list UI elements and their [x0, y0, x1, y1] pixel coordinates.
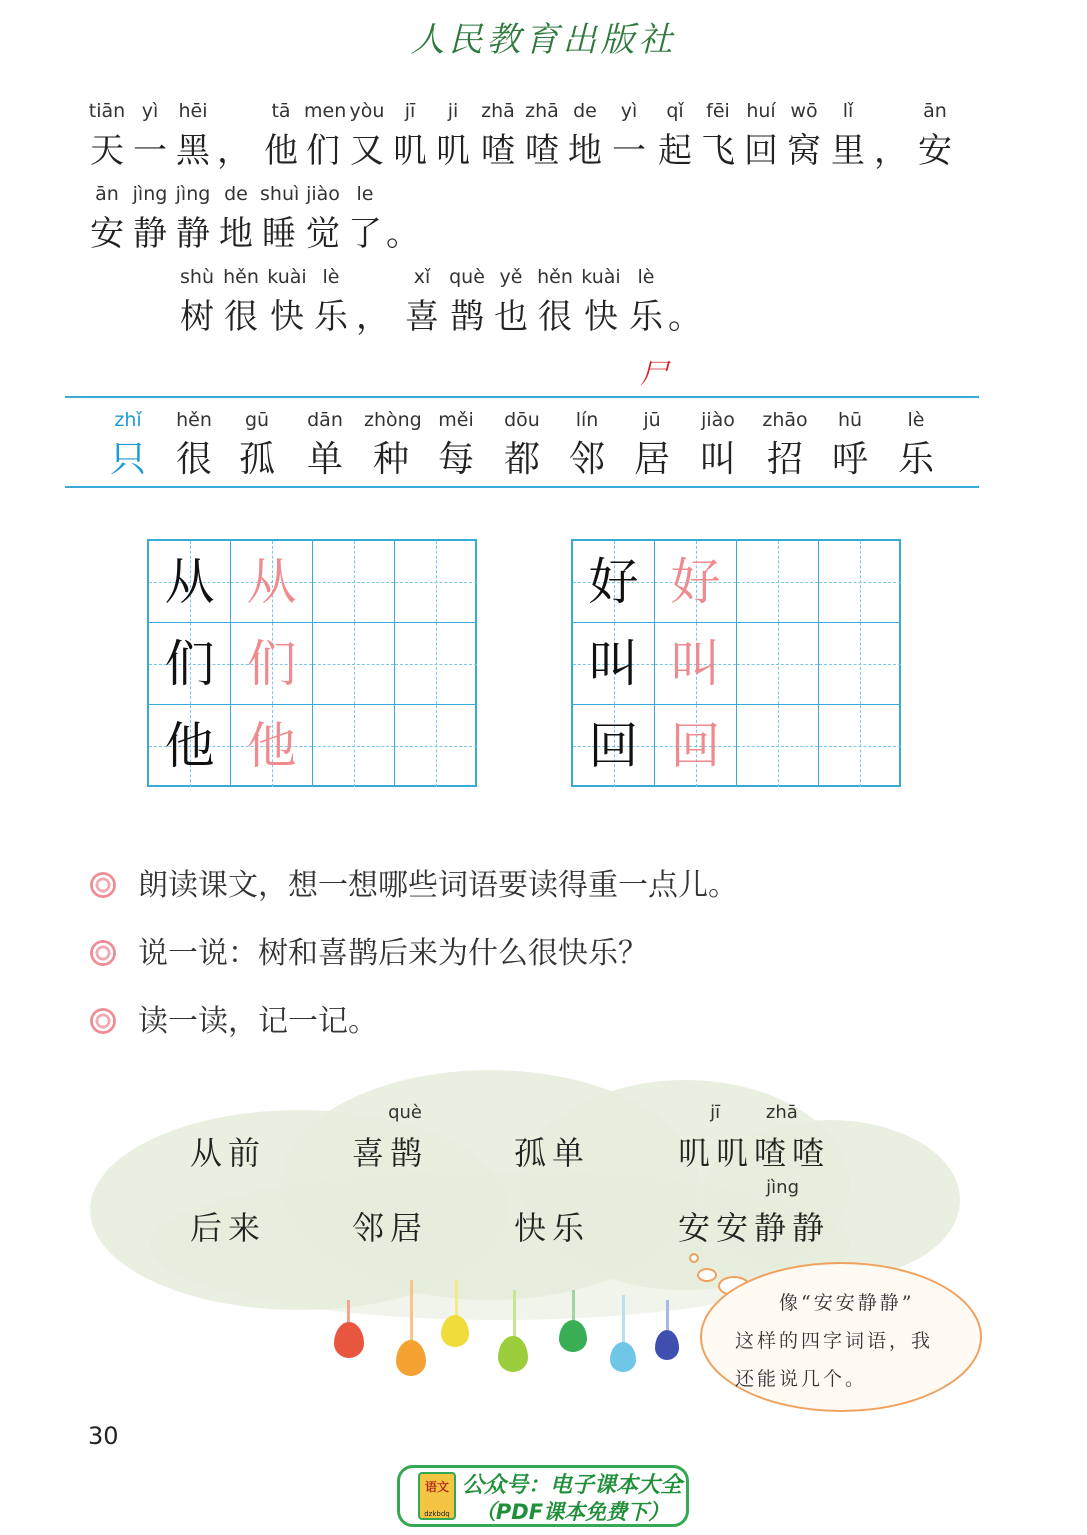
hanzi: 。: [386, 214, 420, 254]
syllable-cell: [215, 96, 253, 176]
pinyin: ān: [923, 100, 947, 122]
pinyin: xǐ: [413, 266, 431, 288]
vocab-cell: [500, 405, 544, 485]
hanzi: 安: [918, 131, 952, 171]
pinyin: lǐ: [842, 100, 854, 122]
hanzi: 孤: [238, 439, 275, 480]
pinyin: wō: [790, 100, 818, 122]
syllable-cell: [131, 96, 169, 176]
syllable-cell: [354, 262, 392, 342]
bubble-line: 像“安安静静”: [779, 1292, 915, 1314]
hanzi: 喳: [481, 131, 515, 171]
pinyin: zhā: [481, 100, 515, 122]
page-number: 30: [88, 1422, 119, 1450]
hanzi: 都: [503, 439, 540, 480]
hanzi: 了: [348, 214, 382, 254]
word-cell: [178, 1098, 278, 1178]
practice-cell[interactable]: [395, 705, 477, 787]
word-cell: [664, 1098, 844, 1178]
vocab-cell: [364, 405, 422, 485]
vocab-cell: [303, 405, 347, 485]
practice-cell[interactable]: [819, 623, 901, 705]
vocab-cell: [172, 405, 216, 485]
hanzi: 他: [264, 131, 298, 171]
pinyin: [502, 1098, 602, 1128]
pinyin: kuài: [581, 266, 621, 288]
book-icon-label: 语文: [424, 1480, 449, 1494]
pinyin: tā: [271, 100, 291, 122]
bubble-line: 还能说几个。: [735, 1368, 868, 1390]
footer-line-2: （PDF课本免费下）: [474, 1500, 670, 1524]
practice-cell[interactable]: [819, 541, 901, 623]
pinyin: què: [449, 266, 485, 288]
syllable-cell: [446, 262, 488, 342]
syllable-cell: [88, 96, 126, 176]
pinyin: lè: [637, 266, 655, 288]
pinyin: shuì: [260, 183, 300, 205]
syllable-cell: [391, 96, 429, 176]
task-text: 读一读，记一记。: [138, 1004, 378, 1039]
trace-character: 们: [231, 623, 313, 705]
syllable-cell: [222, 262, 260, 342]
pinyin: hěn: [223, 266, 259, 288]
word-cell: [340, 1098, 440, 1178]
pinyin: zhāo: [762, 409, 808, 431]
word: 孤单: [513, 1134, 590, 1172]
hanzi: 也: [494, 297, 528, 337]
pinyin: zhòng: [364, 409, 422, 431]
syllable-cell: [312, 262, 350, 342]
hanzi: 树: [180, 297, 214, 337]
pinyin: [502, 1173, 602, 1203]
syllable-cell: [88, 179, 126, 259]
syllable-cell: [384, 179, 422, 259]
pinyin: jìng: [132, 183, 168, 205]
hanzi: 单: [306, 439, 343, 480]
hanzi: 喳: [525, 131, 559, 171]
pinyin: zhā: [525, 100, 559, 122]
pinyin: hēi: [178, 100, 208, 122]
hanzi: 回: [744, 131, 778, 171]
pinyin: lè: [907, 409, 925, 431]
hanzi: 睡: [262, 214, 296, 254]
hanzi: 叽: [436, 131, 470, 171]
model-character: 从: [149, 541, 231, 623]
pinyin: [872, 96, 910, 126]
thought-dot-icon: [689, 1253, 699, 1263]
vocab-cell: [106, 405, 150, 485]
trace-character: 回: [655, 705, 737, 787]
hanzi: 快: [270, 297, 304, 337]
hanzi: 叽: [393, 131, 427, 171]
word-cell: [502, 1098, 602, 1178]
syllable-cell: [699, 96, 737, 176]
syllable-cell: [916, 96, 954, 176]
hanzi: 静: [176, 214, 210, 254]
pinyin: yě: [499, 266, 523, 288]
practice-cell[interactable]: [395, 623, 477, 705]
syllable-cell: [666, 262, 704, 342]
model-character: 他: [149, 705, 231, 787]
vocab-cell: [565, 405, 609, 485]
hanzi: 叫: [699, 439, 736, 480]
hanzi: 地: [219, 214, 253, 254]
pinyin: měi: [438, 409, 474, 431]
swirl-bullet-icon: [90, 1008, 116, 1034]
practice-cell[interactable]: [737, 541, 819, 623]
book-icon-sublabel: dzkbdq: [424, 1510, 450, 1518]
writing-grid-right: [571, 539, 901, 787]
syllable-cell: [304, 179, 342, 259]
pinyin: de: [573, 100, 597, 122]
hanzi: 天: [90, 131, 124, 171]
practice-cell[interactable]: [313, 623, 395, 705]
word-cell: [178, 1173, 278, 1253]
syllable-cell: [174, 96, 212, 176]
pinyin: le: [356, 183, 374, 205]
hanzi: 很: [538, 297, 572, 337]
syllable-cell: [785, 96, 823, 176]
word: 叽叽喳喳: [677, 1134, 830, 1172]
vocab-cell: [235, 405, 279, 485]
pinyin: gū: [244, 409, 270, 431]
practice-cell[interactable]: [313, 541, 395, 623]
bubble-line: 这样的四字词语，我: [735, 1330, 934, 1352]
syllable-cell: [627, 262, 665, 342]
hanzi: 起: [658, 131, 692, 171]
practice-cell[interactable]: [737, 623, 819, 705]
word: 从前: [189, 1134, 266, 1172]
pinyin: yòu: [349, 100, 385, 122]
pinyin: dōu: [504, 409, 540, 431]
syllable-cell: [346, 179, 384, 259]
hanzi: 喜: [405, 297, 439, 337]
word-cell: [340, 1173, 440, 1253]
syllable-cell: [536, 262, 574, 342]
trace-character: 叫: [655, 623, 737, 705]
hanzi: 里: [831, 131, 865, 171]
pinyin: [384, 179, 422, 209]
word: 快乐: [513, 1209, 590, 1247]
hanzi: 很: [175, 439, 212, 480]
hanzi: 鹊: [450, 297, 484, 337]
pinyin: hū: [837, 409, 863, 431]
syllable-cell: [217, 179, 255, 259]
pinyin: lín: [575, 409, 599, 431]
syllable-cell: [829, 96, 867, 176]
task-text: 说一说：树和喜鹊后来为什么很快乐？: [138, 936, 648, 971]
vocab-cell: [434, 405, 478, 485]
syllable-cell: [656, 96, 694, 176]
hanzi: 邻: [568, 439, 605, 480]
syllable-cell: [304, 96, 347, 176]
syllable-cell: [348, 96, 386, 176]
practice-cell[interactable]: [395, 541, 477, 623]
model-character: 们: [149, 623, 231, 705]
vocab-cell: [828, 405, 872, 485]
syllable-cell: [610, 96, 648, 176]
pinyin: yì: [141, 100, 159, 122]
vocab-cell: [696, 405, 740, 485]
vocab-cell: [630, 405, 674, 485]
hanzi: 每: [437, 439, 474, 480]
pinyin: kuài: [267, 266, 307, 288]
pinyin: shù: [180, 266, 214, 288]
pinyin: [178, 1098, 278, 1128]
hanzi: 飞: [701, 131, 735, 171]
task-text: 朗读课文，想一想哪些词语要读得重一点儿。: [138, 868, 738, 903]
model-character: 叫: [573, 623, 655, 705]
pinyin: [178, 1173, 278, 1203]
pinyin: fēi: [706, 100, 730, 122]
vocab-top-rule: [65, 396, 979, 398]
hanzi: 窝: [787, 131, 821, 171]
word: 喜鹊: [351, 1134, 428, 1172]
pinyin: jìng: [766, 1177, 799, 1198]
hanzi: 乐: [897, 439, 934, 480]
pinyin: jī: [404, 100, 416, 122]
pinyin: men: [304, 100, 347, 122]
syllable-cell: [262, 96, 300, 176]
word-cell: [664, 1173, 844, 1253]
word-cell: [502, 1173, 602, 1253]
syllable-cell: [521, 96, 563, 176]
hanzi: 很: [224, 297, 258, 337]
syllable-cell: [742, 96, 780, 176]
word: 邻居: [351, 1209, 428, 1247]
hanzi: 快: [584, 297, 618, 337]
trace-character: 从: [231, 541, 313, 623]
hanzi: 种: [372, 439, 409, 480]
syllable-cell: [872, 96, 910, 176]
thought-bubble-text: [735, 1284, 945, 1398]
vocab-cell: [894, 405, 938, 485]
hanzi: 黑: [176, 131, 210, 171]
pinyin: què: [388, 1102, 422, 1123]
pinyin: ān: [95, 183, 119, 205]
syllable-cell: [492, 262, 530, 342]
hanzi: 只: [109, 439, 146, 480]
pinyin: jiào: [701, 409, 735, 431]
radical-hint: 尸: [640, 357, 669, 390]
trace-character: 他: [231, 705, 313, 787]
model-character: 好: [573, 541, 655, 623]
hanzi: 居: [633, 439, 670, 480]
hanzi: 招: [766, 439, 803, 480]
syllable-cell: [131, 179, 169, 259]
hanzi: 安: [90, 214, 124, 254]
syllable-cell: [178, 262, 216, 342]
pinyin: jū: [643, 409, 661, 431]
thought-dot-icon: [697, 1268, 717, 1282]
swirl-bullet-icon: [90, 940, 116, 966]
hanzi: 。: [668, 297, 702, 337]
hanzi: 静: [133, 214, 167, 254]
publisher-logo: 人民教育出版社: [410, 20, 677, 60]
pinyin: dān: [307, 409, 343, 431]
hanzi: 地: [568, 131, 602, 171]
syllable-cell: [477, 96, 519, 176]
hanzi: ，: [874, 131, 908, 171]
hanzi: 们: [306, 131, 340, 171]
syllable-cell: [174, 179, 212, 259]
vocab-bottom-rule: [65, 486, 979, 488]
pinyin: yì: [620, 100, 638, 122]
hanzi: 乐: [314, 297, 348, 337]
syllable-cell: [403, 262, 441, 342]
pinyin: hěn: [176, 409, 212, 431]
vocab-cell: [760, 405, 810, 485]
pinyin: jiào: [306, 183, 340, 205]
practice-cell[interactable]: [819, 705, 901, 787]
hanzi: 觉: [306, 214, 340, 254]
pinyin: zhǐ: [114, 409, 142, 431]
word: 安安静静: [677, 1209, 830, 1247]
hanzi: ，: [356, 297, 390, 337]
model-character: 回: [573, 705, 655, 787]
practice-cell[interactable]: [737, 705, 819, 787]
hanzi: 一: [133, 131, 167, 171]
pinyin: qǐ: [666, 100, 684, 122]
pinyin: [354, 262, 392, 292]
word: 后来: [189, 1209, 266, 1247]
trace-character: 好: [655, 541, 737, 623]
pinyin: ji: [447, 100, 459, 122]
pinyin: huí: [746, 100, 776, 122]
syllable-cell: [434, 96, 472, 176]
pinyin: [215, 96, 253, 126]
pinyin: tiān: [88, 100, 126, 122]
pinyin: lè: [322, 266, 340, 288]
pinyin: [340, 1173, 440, 1203]
pinyin: jī zhā: [710, 1102, 798, 1123]
syllable-cell: [266, 262, 308, 342]
syllable-cell: [580, 262, 622, 342]
hanzi: ，: [217, 131, 251, 171]
pinyin: hěn: [537, 266, 573, 288]
syllable-cell: [566, 96, 604, 176]
practice-cell[interactable]: [313, 705, 395, 787]
footer-line-1: 公众号：电子课本大全: [462, 1473, 683, 1498]
hanzi: 乐: [629, 297, 663, 337]
hanzi: 又: [350, 131, 384, 171]
hanzi: 一: [612, 131, 646, 171]
hanzi: 呼: [831, 439, 868, 480]
pinyin: de: [224, 183, 248, 205]
swirl-bullet-icon: [90, 872, 116, 898]
pinyin: [666, 262, 704, 292]
writing-grid-left: [147, 539, 477, 787]
syllable-cell: [260, 179, 298, 259]
pinyin: jìng: [175, 183, 211, 205]
